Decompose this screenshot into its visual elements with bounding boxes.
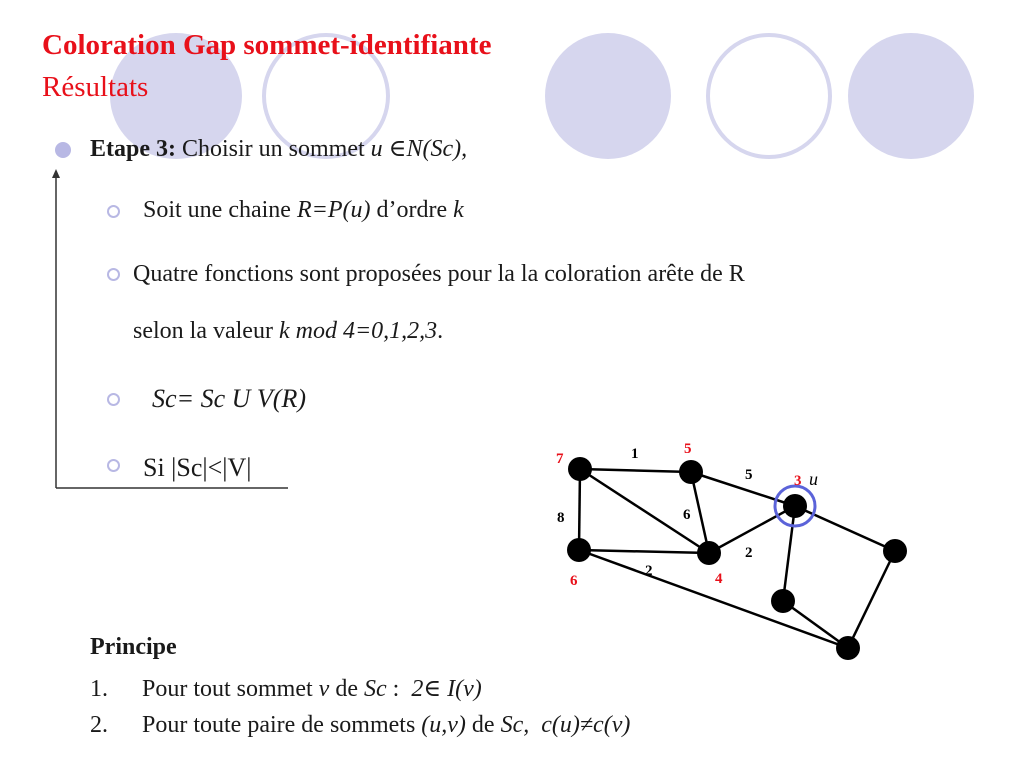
step-line <box>90 134 467 163</box>
vertex-G <box>771 589 795 613</box>
slide-subtitle: Résultats <box>42 71 149 103</box>
edge-label-A-F: 6 <box>683 507 691 523</box>
vertex-E <box>567 538 591 562</box>
principe-1-post: : <box>386 676 412 702</box>
decor-circle-filled-2 <box>545 33 671 159</box>
vertex-F <box>697 541 721 565</box>
step-var: u ∈N(Sc), <box>370 136 468 162</box>
item-condition: Si |Sc|<|V| <box>143 453 252 482</box>
item-functions-pre: selon la valeur <box>133 318 279 344</box>
item-chain-expr: R=P(u) <box>296 197 371 223</box>
vertex-D <box>883 539 907 563</box>
edge-A-E <box>579 469 580 550</box>
principe-1-sc: Sc <box>363 676 387 702</box>
principe-line-1 <box>90 674 482 703</box>
edge-label-E-F: 2 <box>645 563 653 579</box>
decor-circle-filled-3 <box>848 33 974 159</box>
slide-title-line1: Coloration Gap sommet-identifiante <box>42 29 492 61</box>
edge-C-D <box>795 506 895 551</box>
principe-1-expr: 2∈ I(v) <box>411 676 482 702</box>
vertex-label-C: 3 <box>794 473 802 489</box>
principe-2-pre: Pour toute paire de sommets <box>142 712 422 738</box>
item-sc-update <box>152 384 306 414</box>
sub-bullet-4 <box>107 459 120 472</box>
principe-1-mid: de <box>329 676 364 702</box>
principe-heading-text: Principe <box>90 634 177 660</box>
edge-label-B-C: 5 <box>745 467 753 483</box>
principe-2-post <box>529 712 541 738</box>
item-chain-mid: d’ordre <box>370 197 454 223</box>
principe-heading <box>90 634 177 661</box>
principe-2-expr: c(u)≠c(v) <box>541 712 631 738</box>
decor-circle-ring-2 <box>706 33 832 159</box>
principe-num-1: 1. <box>90 676 108 702</box>
edge-E-F <box>579 550 709 553</box>
vertex-label-F: 4 <box>715 571 723 587</box>
vertex-C <box>783 494 807 518</box>
item-chain-text: Soit une chaine <box>143 197 297 223</box>
item-functions-line2 <box>133 318 443 345</box>
principe-1-pre: Pour tout sommet <box>142 676 319 702</box>
principe-2-uv: (u,v) <box>421 712 466 738</box>
item-chain <box>143 197 464 224</box>
vertex-label-B: 5 <box>684 441 692 457</box>
edge-label-F-C: 2 <box>745 545 753 561</box>
edge-D-H <box>848 551 895 648</box>
item-chain-var: k <box>453 197 464 223</box>
item-functions-line1: Quatre fonctions sont proposées pour la la coloration arête de R <box>133 261 745 287</box>
bullet-dot <box>55 142 71 158</box>
principe-1-v: v <box>318 676 330 702</box>
principe-num-2: 2. <box>90 712 108 738</box>
principe-2-sc: Sc, <box>500 712 530 738</box>
edge-C-G <box>783 506 795 601</box>
item-functions-expr: k mod 4=0,1,2,3 <box>278 318 438 344</box>
vertex-B <box>679 460 703 484</box>
vertex-A <box>568 457 592 481</box>
edge-B-C <box>691 472 795 506</box>
graph-diagram <box>540 430 920 670</box>
edge-B-F <box>691 472 709 553</box>
edge-A-B <box>580 469 691 472</box>
principe-2-mid: de <box>465 712 501 738</box>
item-functions-post: . <box>437 318 444 344</box>
principe-line-2 <box>90 712 630 739</box>
sub-bullet-3 <box>107 393 120 406</box>
edge-E-H <box>579 550 848 648</box>
vertex-label-E: 6 <box>570 573 578 589</box>
vertex-H <box>836 636 860 660</box>
step-label: Etape 3: <box>90 136 176 162</box>
edge-G-H <box>783 601 848 648</box>
item-sc-expr: Sc= Sc U V(R) <box>152 384 306 413</box>
slide-title <box>42 28 491 62</box>
sub-bullet-2 <box>107 268 120 281</box>
sub-bullet-1 <box>107 205 120 218</box>
vertex-label-u: u <box>809 469 818 489</box>
vertex-label-A: 7 <box>556 451 564 467</box>
edge-label-A-E: 8 <box>557 510 565 526</box>
step-text: Choisir un sommet <box>182 136 371 162</box>
edge-label-A-B: 1 <box>631 446 639 462</box>
